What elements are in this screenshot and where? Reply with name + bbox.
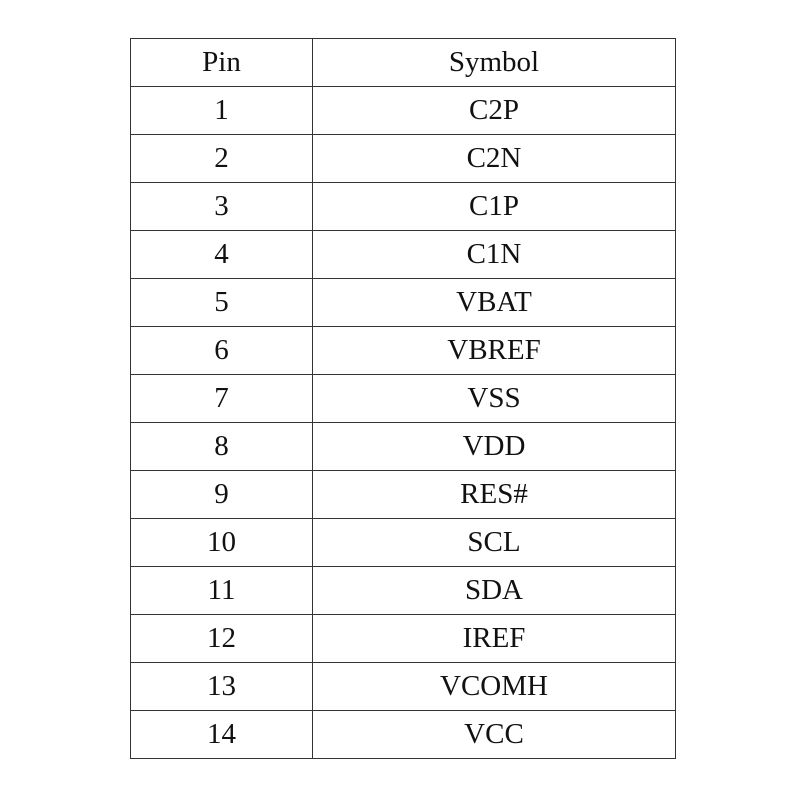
symbol-cell: VCC: [313, 711, 676, 759]
pin-symbol-table: [130, 38, 676, 759]
pin-cell: 7: [131, 375, 313, 423]
table-row: [131, 135, 676, 183]
table-row: [131, 663, 676, 711]
table-row: [131, 279, 676, 327]
symbol-cell: C1P: [313, 183, 676, 231]
pin-cell: 14: [131, 711, 313, 759]
table-row: [131, 711, 676, 759]
symbol-cell: SDA: [313, 567, 676, 615]
pin-cell: 1: [131, 87, 313, 135]
table-header: [131, 39, 676, 87]
pin-cell: 4: [131, 231, 313, 279]
table-row: [131, 471, 676, 519]
pin-cell: 11: [131, 567, 313, 615]
symbol-cell: VBREF: [313, 327, 676, 375]
pin-cell: 5: [131, 279, 313, 327]
pin-cell: 10: [131, 519, 313, 567]
pin-column-header: Pin: [131, 39, 313, 87]
symbol-cell: SCL: [313, 519, 676, 567]
symbol-cell: RES#: [313, 471, 676, 519]
symbol-cell: VCOMH: [313, 663, 676, 711]
table-row: [131, 423, 676, 471]
table-row: [131, 87, 676, 135]
table-row: [131, 327, 676, 375]
table-row: [131, 183, 676, 231]
symbol-cell: C2N: [313, 135, 676, 183]
table-row: [131, 615, 676, 663]
pin-cell: 9: [131, 471, 313, 519]
symbol-cell: VDD: [313, 423, 676, 471]
pin-cell: 6: [131, 327, 313, 375]
pin-cell: 8: [131, 423, 313, 471]
table-body: [131, 87, 676, 759]
pin-cell: 13: [131, 663, 313, 711]
symbol-column-header: Symbol: [313, 39, 676, 87]
header-row: [131, 39, 676, 87]
pin-cell: 2: [131, 135, 313, 183]
table-row: [131, 231, 676, 279]
table-row: [131, 375, 676, 423]
symbol-cell: IREF: [313, 615, 676, 663]
symbol-cell: VBAT: [313, 279, 676, 327]
symbol-cell: C2P: [313, 87, 676, 135]
symbol-cell: VSS: [313, 375, 676, 423]
symbol-cell: C1N: [313, 231, 676, 279]
pin-cell: 12: [131, 615, 313, 663]
table-row: [131, 519, 676, 567]
pin-cell: 3: [131, 183, 313, 231]
table-row: [131, 567, 676, 615]
